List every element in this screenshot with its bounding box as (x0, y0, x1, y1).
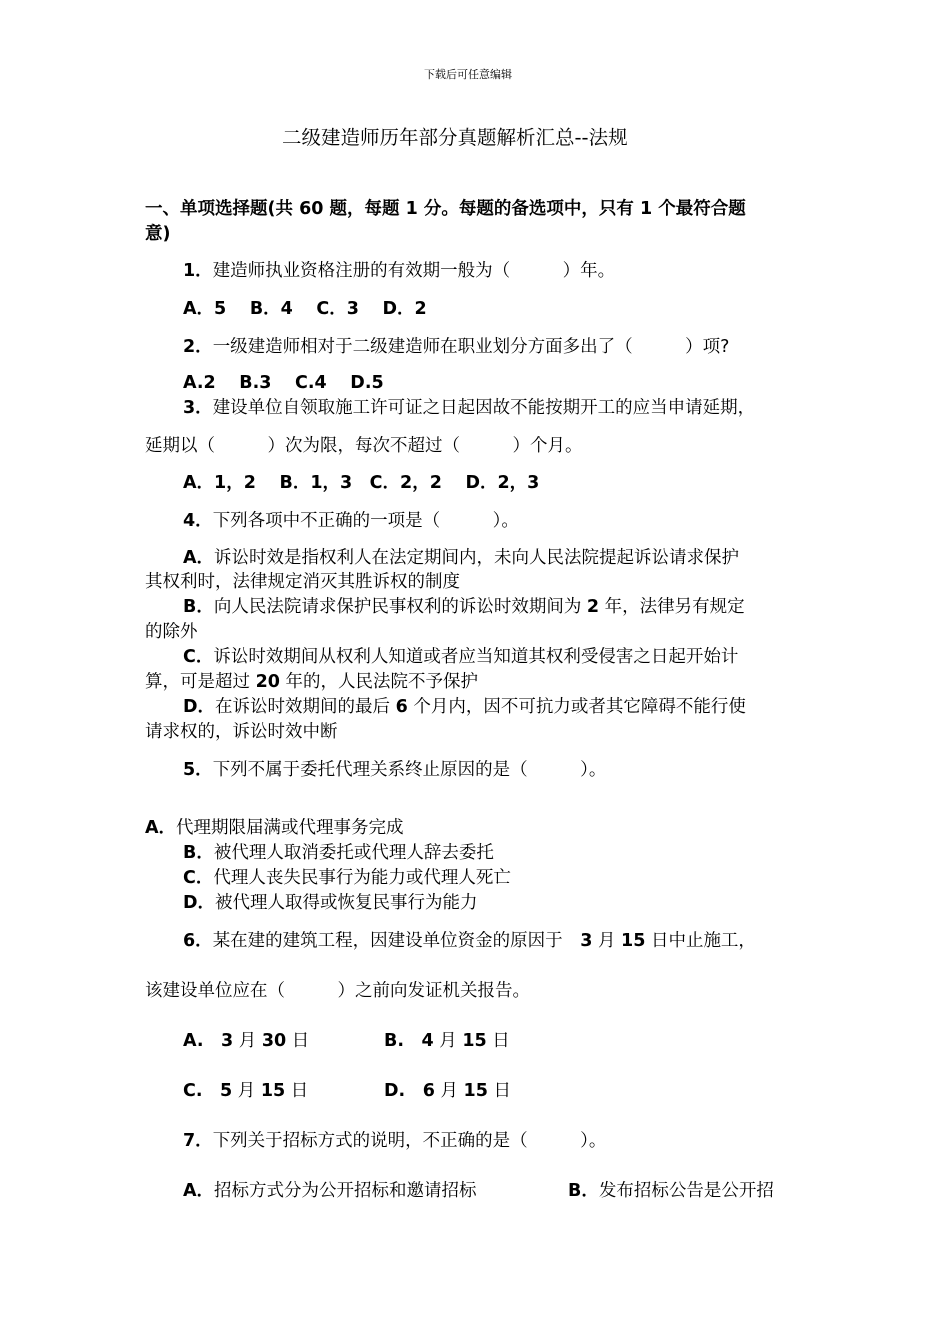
question-4-option-c-cont: 算，可是超过 20 年的，人民法院不予保护 (145, 672, 478, 692)
question-3-stem: 3．建设单位自领取施工许可证之日起因故不能按期开工的应当申请延期， (183, 398, 756, 418)
question-4-option-a: A．诉讼时效是指权利人在法定期间内，未向人民法院提起诉讼请求保护 (183, 548, 740, 568)
question-5-option-b: B．被代理人取消委托或代理人辞去委托 (183, 843, 494, 863)
question-5-option-d: D．被代理人取得或恢复民事行为能力 (183, 893, 478, 913)
question-7-stem: 7．下列关于招标方式的说明，不正确的是（ ）。 (183, 1131, 607, 1151)
question-6-stem-cont: 该建设单位应在（ ）之前向发证机关报告。 (145, 981, 530, 1001)
question-4-option-c: C．诉讼时效期间从权利人知道或者应当知道其权利受侵害之日起开始计 (183, 647, 739, 667)
section-heading: 一、单项选择题(共 60 题，每题 1 分。每题的备选项中，只有 1 个最符合题 (145, 199, 746, 219)
question-5-option-c: C．代理人丧失民事行为能力或代理人死亡 (183, 868, 511, 888)
question-6-option-a: A. 3 月 30 日 (183, 1031, 310, 1051)
question-7-option-a: A．招标方式分为公开招标和邀请招标 (183, 1181, 477, 1201)
question-5-option-a: A．代理期限届满或代理事务完成 (145, 818, 404, 838)
question-3-stem-cont: 延期以（ ）次为限，每次不超过（ ）个月。 (145, 436, 583, 456)
question-4-option-d-cont: 请求权的，诉讼时效中断 (145, 722, 338, 742)
question-4-stem: 4．下列各项中不正确的一项是（ ）。 (183, 511, 519, 531)
question-4-option-a-cont: 其权利时，法律规定消灭其胜诉权的制度 (145, 572, 460, 592)
question-7-option-b: B．发布招标公告是公开招 (568, 1181, 774, 1201)
question-4-option-d: D．在诉讼时效期间的最后 6 个月内，因不可抗力或者其它障碍不能行使 (183, 697, 746, 717)
question-3-options: A．1，2 B．1，3 C．2，2 D．2，3 (183, 473, 540, 493)
question-4-option-b: B．向人民法院请求保护民事权利的诉讼时效期间为 2 年，法律另有规定 (183, 597, 745, 617)
question-1-options: A．5 B．4 C．3 D．2 (183, 299, 427, 319)
question-1-stem: 1．建造师执业资格注册的有效期一般为（ ）年。 (183, 261, 616, 281)
page-header: 下载后可任意编辑 (424, 68, 512, 81)
question-2-stem: 2．一级建造师相对于二级建造师在职业划分方面多出了（ ）项? (183, 337, 730, 357)
question-6-option-d: D. 6 月 15 日 (384, 1081, 511, 1101)
question-6-stem: 6．某在建的建筑工程，因建设单位资金的原因于 3 月 15 日中止施工， (183, 931, 756, 951)
question-6-option-b: B. 4 月 15 日 (384, 1031, 510, 1051)
question-4-option-b-cont: 的除外 (145, 622, 198, 642)
question-2-options: A.2 B.3 C.4 D.5 (183, 373, 384, 393)
question-5-stem: 5．下列不属于委托代理关系终止原因的是（ ）。 (183, 760, 607, 780)
document-title: 二级建造师历年部分真题解析汇总--法规 (282, 126, 628, 149)
section-heading-cont: 意) (145, 224, 171, 244)
question-6-option-c: C. 5 月 15 日 (183, 1081, 309, 1101)
